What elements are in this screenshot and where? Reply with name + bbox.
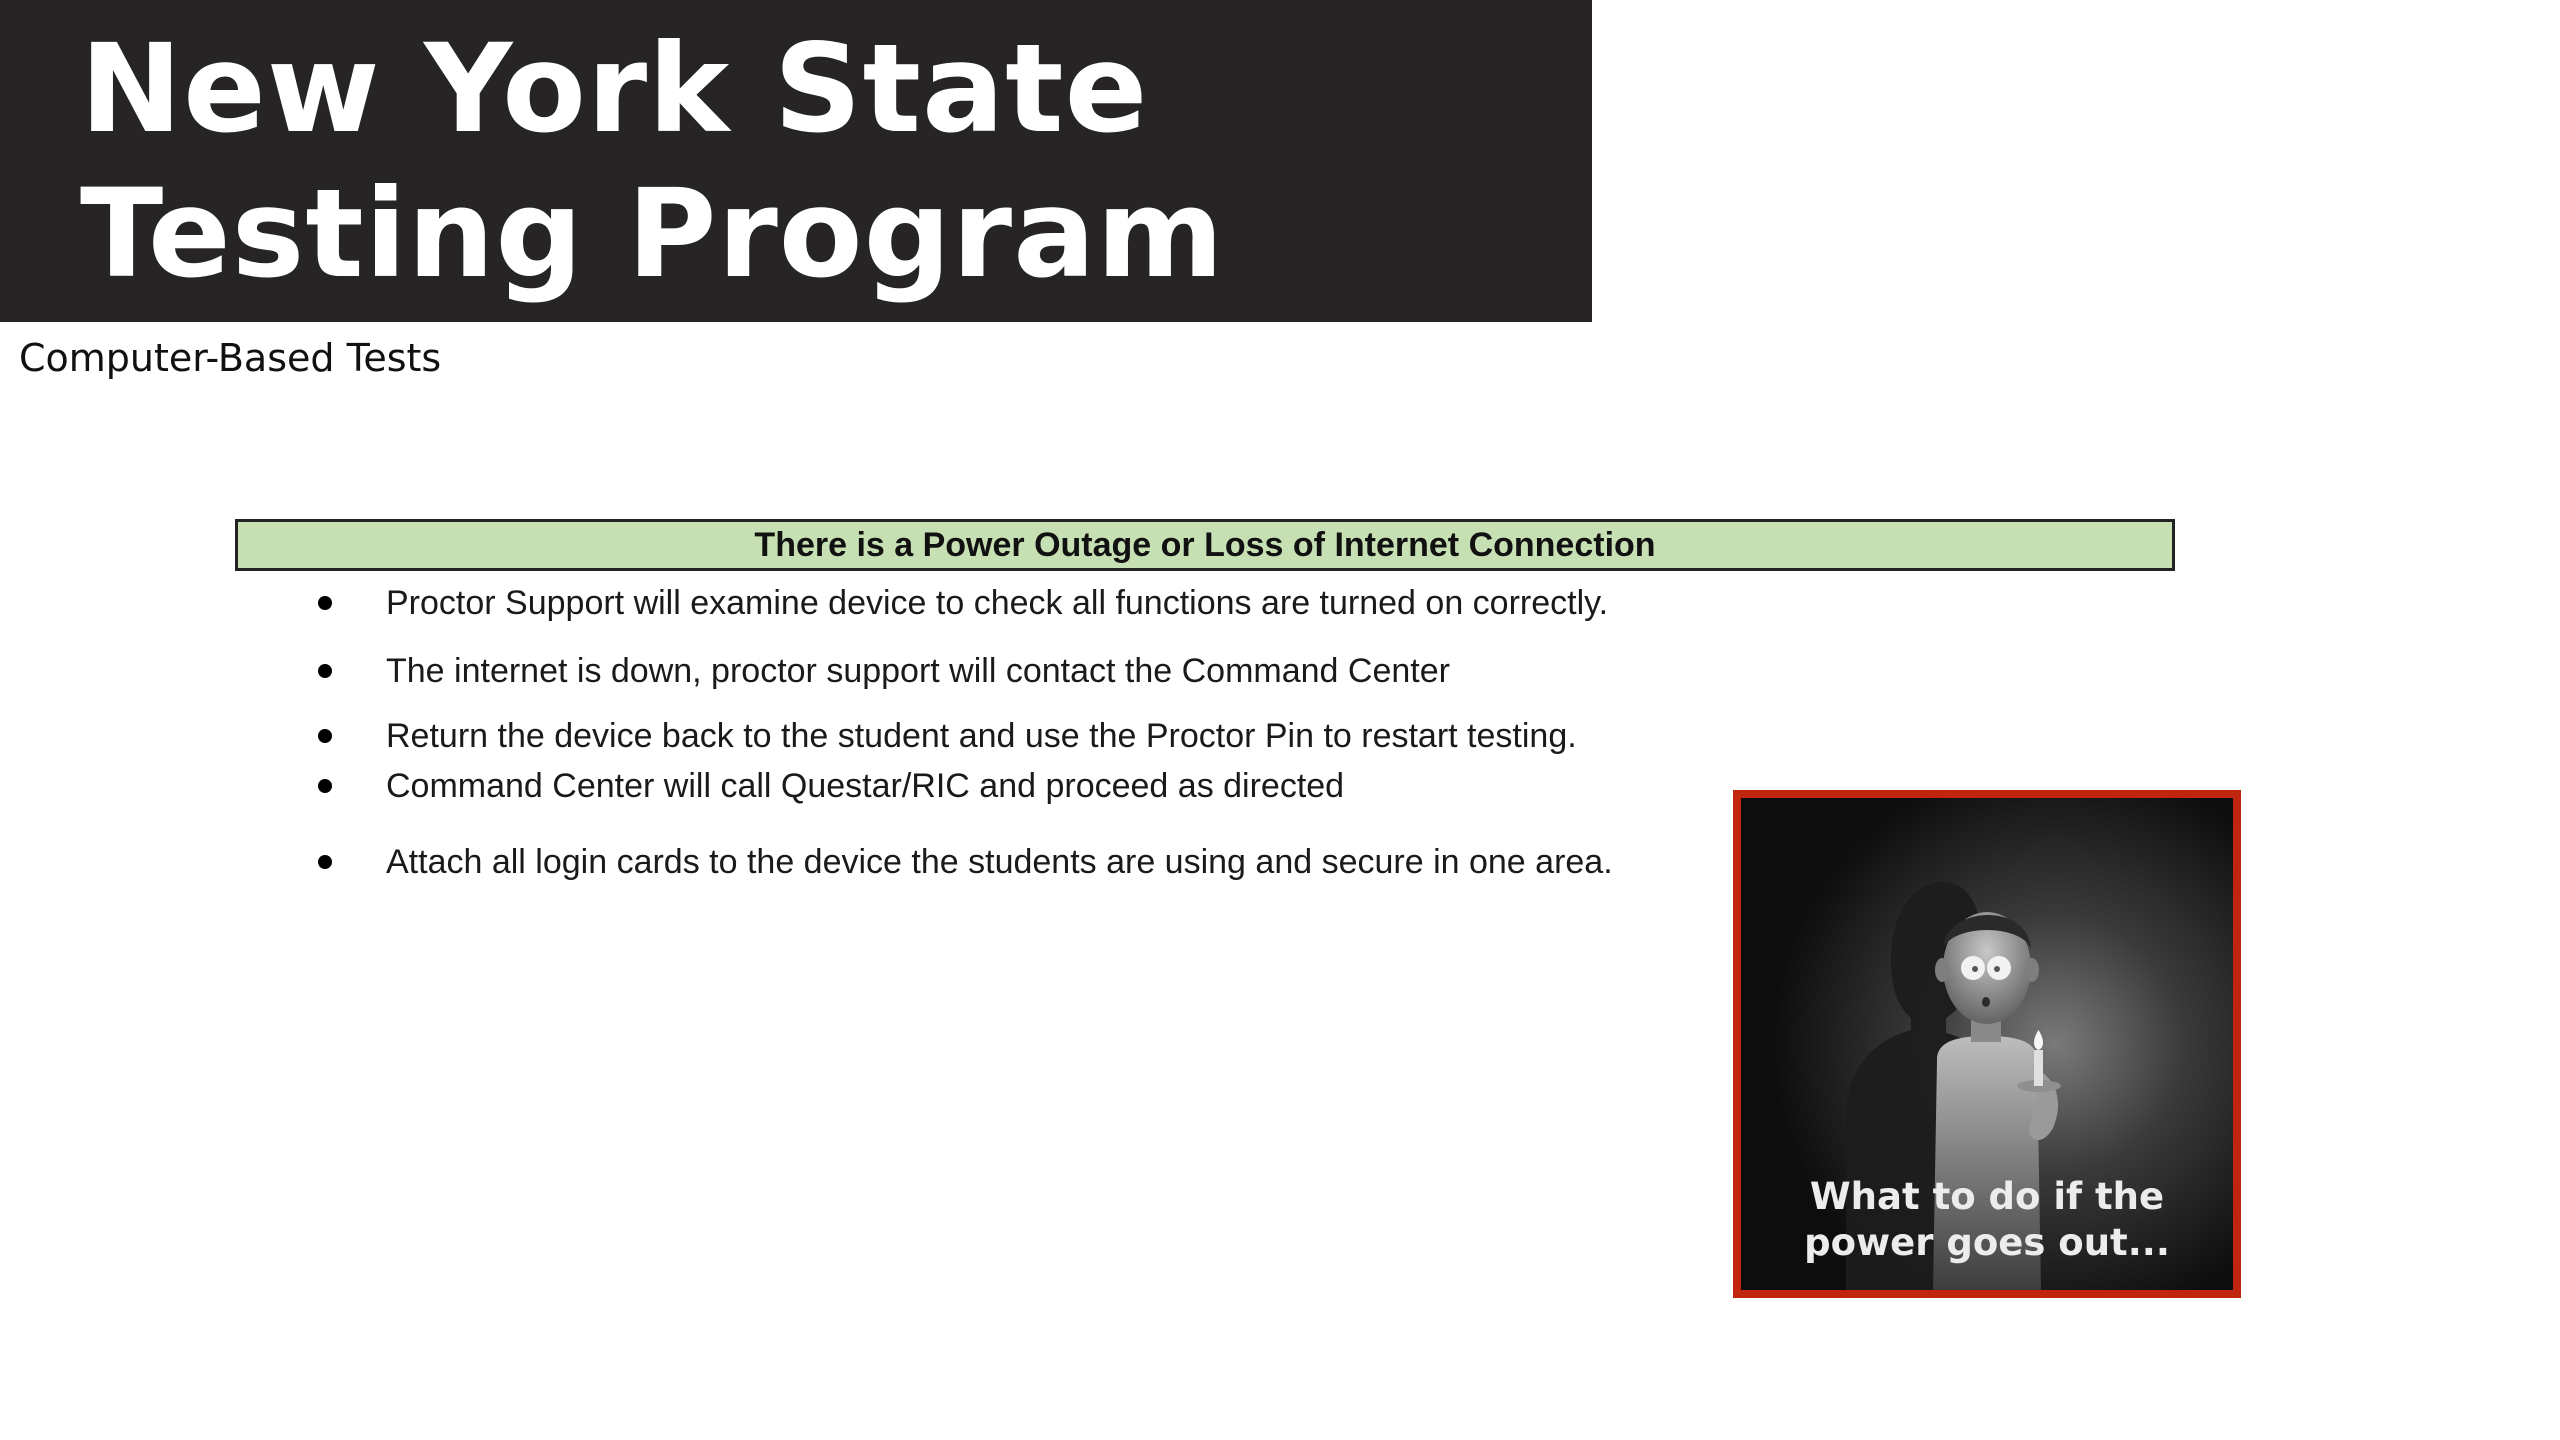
list-item-text: Command Center will call Questar/RIC and proceed as directed: [386, 767, 1345, 805]
bullet-icon: [318, 855, 332, 869]
list-item-text: Proctor Support will examine device to check all functions are turned on correctly.: [386, 584, 1609, 622]
bullet-icon: [318, 729, 332, 743]
thumbnail-caption: [1741, 1174, 2233, 1266]
section-heading-banner: [235, 519, 2175, 571]
list-item-text: Return the device back to the student and use the Proctor Pin to restart testing.: [386, 717, 1577, 755]
bullet-icon: [318, 779, 332, 793]
list-item-text: Attach all login cards to the device the students are using and secure in one area.: [386, 843, 1613, 881]
title-block: [0, 0, 1592, 322]
title-line-1: New York State: [80, 18, 1149, 160]
caption-line-1: What to do if the: [1809, 1175, 2165, 1218]
power-outage-video-thumbnail[interactable]: [1733, 790, 2241, 1298]
list-item-text: The internet is down, proctor support will contact the Command Center: [386, 652, 1450, 690]
bullet-icon: [318, 596, 332, 610]
subtitle: Computer-Based Tests: [19, 336, 442, 380]
title-line-2: Testing Program: [80, 163, 1225, 305]
bullet-icon: [318, 664, 332, 678]
caption-line-2: power goes out...: [1804, 1221, 2170, 1264]
section-heading: There is a Power Outage or Loss of Internet Connection: [754, 525, 1656, 564]
